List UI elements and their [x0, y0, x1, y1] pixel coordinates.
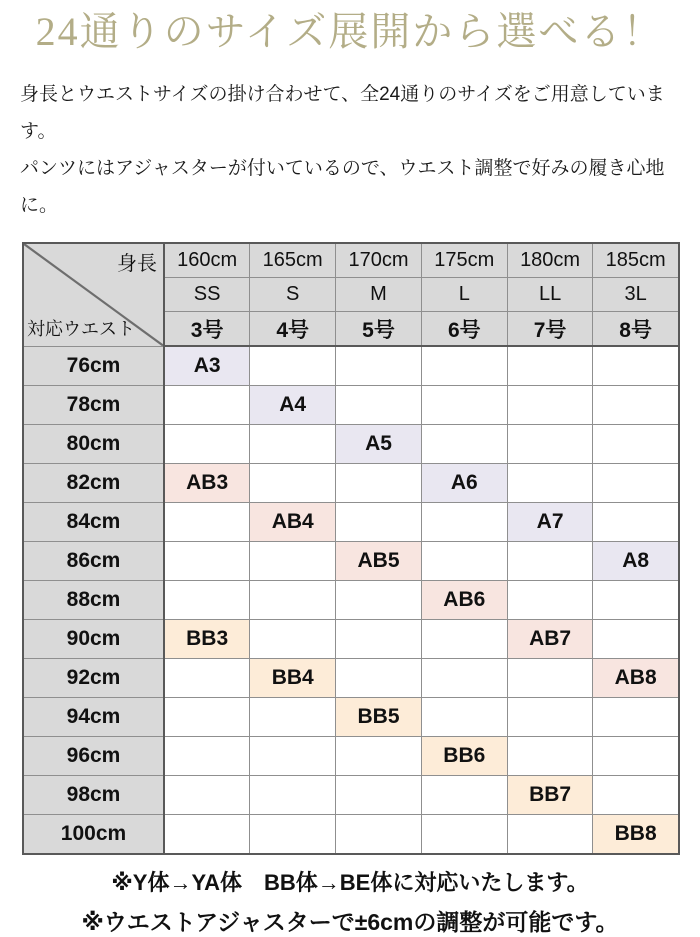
empty-cell [250, 776, 336, 815]
intro-line-1: 身長とウエストサイズの掛け合わせて、全24通りのサイズをご用意しています。 [20, 84, 665, 142]
empty-cell [507, 346, 593, 386]
waist-header: 84cm [23, 503, 164, 542]
empty-cell [164, 698, 250, 737]
size-letter-header: M [336, 278, 422, 312]
empty-cell [593, 386, 679, 425]
height-header: 180cm [507, 243, 593, 278]
size-row [23, 503, 679, 542]
waist-header: 76cm [23, 346, 164, 386]
gou-header: 8号 [593, 312, 679, 347]
size-cell: A6 [421, 464, 507, 503]
gou-header: 4号 [250, 312, 336, 347]
empty-cell [593, 698, 679, 737]
size-cell: A7 [507, 503, 593, 542]
empty-cell [164, 737, 250, 776]
size-cell: A5 [336, 425, 422, 464]
empty-cell [593, 620, 679, 659]
waist-header: 96cm [23, 737, 164, 776]
waist-header: 92cm [23, 659, 164, 698]
waist-header: 90cm [23, 620, 164, 659]
empty-cell [507, 698, 593, 737]
empty-cell [250, 815, 336, 855]
size-row [23, 581, 679, 620]
size-cell: AB4 [250, 503, 336, 542]
empty-cell [336, 737, 422, 776]
empty-cell [336, 659, 422, 698]
size-row [23, 698, 679, 737]
empty-cell [593, 346, 679, 386]
empty-cell [250, 425, 336, 464]
empty-cell [250, 581, 336, 620]
size-cell: AB7 [507, 620, 593, 659]
size-row [23, 425, 679, 464]
size-table-header [23, 243, 679, 346]
size-cell: BB5 [336, 698, 422, 737]
size-row [23, 815, 679, 855]
corner-height-label: 身長 [117, 253, 157, 275]
empty-cell [593, 464, 679, 503]
empty-cell [507, 464, 593, 503]
note-waist-adjuster: ※ウエストアジャスターで±6cmの調整が可能です。 [81, 909, 619, 935]
size-letter-header: S [250, 278, 336, 312]
size-table-body [23, 346, 679, 854]
corner-waist-label: 対応ウエスト [27, 318, 135, 339]
empty-cell [507, 542, 593, 581]
gou-header: 5号 [336, 312, 422, 347]
empty-cell [507, 425, 593, 464]
empty-cell [250, 464, 336, 503]
size-cell: BB6 [421, 737, 507, 776]
header-row-height [23, 243, 679, 278]
size-cell: BB4 [250, 659, 336, 698]
empty-cell [421, 815, 507, 855]
note-body-mapping: ※Y体→YA体 BB体→BE体に対応いたします。 [111, 870, 589, 895]
size-letter-header: L [421, 278, 507, 312]
size-letter-header: 3L [593, 278, 679, 312]
size-cell: A3 [164, 346, 250, 386]
size-table [22, 242, 680, 855]
waist-header: 86cm [23, 542, 164, 581]
empty-cell [421, 386, 507, 425]
size-row [23, 737, 679, 776]
empty-cell [507, 659, 593, 698]
size-cell: BB8 [593, 815, 679, 855]
waist-header: 78cm [23, 386, 164, 425]
empty-cell [336, 581, 422, 620]
waist-header: 88cm [23, 581, 164, 620]
size-cell: A8 [593, 542, 679, 581]
waist-header: 82cm [23, 464, 164, 503]
size-row [23, 464, 679, 503]
empty-cell [507, 386, 593, 425]
size-cell: AB6 [421, 581, 507, 620]
size-letter-header: LL [507, 278, 593, 312]
empty-cell [164, 503, 250, 542]
empty-cell [336, 776, 422, 815]
empty-cell [421, 659, 507, 698]
empty-cell [336, 346, 422, 386]
intro-line-2: パンツにはアジャスターが付いているので、ウエスト調整で好みの履き心地に。 [20, 158, 665, 216]
empty-cell [336, 386, 422, 425]
empty-cell [593, 503, 679, 542]
size-row [23, 776, 679, 815]
empty-cell [250, 698, 336, 737]
size-row [23, 620, 679, 659]
size-cell: AB8 [593, 659, 679, 698]
empty-cell [593, 581, 679, 620]
waist-header: 80cm [23, 425, 164, 464]
height-header: 170cm [336, 243, 422, 278]
empty-cell [164, 776, 250, 815]
empty-cell [421, 698, 507, 737]
empty-cell [164, 815, 250, 855]
empty-cell [507, 581, 593, 620]
empty-cell [421, 620, 507, 659]
empty-cell [250, 737, 336, 776]
size-row [23, 659, 679, 698]
empty-cell [507, 737, 593, 776]
size-row [23, 386, 679, 425]
size-chart-page [0, 6, 700, 935]
waist-header: 98cm [23, 776, 164, 815]
gou-header: 3号 [164, 312, 250, 347]
size-cell: AB5 [336, 542, 422, 581]
empty-cell [421, 425, 507, 464]
height-header: 185cm [593, 243, 679, 278]
empty-cell [421, 542, 507, 581]
empty-cell [336, 620, 422, 659]
empty-cell [421, 346, 507, 386]
empty-cell [164, 659, 250, 698]
waist-header: 100cm [23, 815, 164, 855]
empty-cell [507, 815, 593, 855]
empty-cell [336, 503, 422, 542]
empty-cell [336, 815, 422, 855]
empty-cell [164, 542, 250, 581]
empty-cell [421, 776, 507, 815]
empty-cell [336, 464, 422, 503]
size-row [23, 542, 679, 581]
size-letter-header: SS [164, 278, 250, 312]
size-cell: BB3 [164, 620, 250, 659]
empty-cell [164, 425, 250, 464]
height-header: 160cm [164, 243, 250, 278]
empty-cell [250, 620, 336, 659]
empty-cell [593, 776, 679, 815]
height-header: 175cm [421, 243, 507, 278]
waist-header: 94cm [23, 698, 164, 737]
empty-cell [250, 542, 336, 581]
empty-cell [593, 737, 679, 776]
empty-cell [164, 386, 250, 425]
empty-cell [250, 346, 336, 386]
page-title: 24通りのサイズ展開から選べる！ [35, 9, 665, 54]
size-cell: AB3 [164, 464, 250, 503]
empty-cell [421, 503, 507, 542]
size-cell: A4 [250, 386, 336, 425]
intro-text [20, 76, 700, 224]
height-header: 165cm [250, 243, 336, 278]
corner-cell [23, 243, 164, 346]
empty-cell [593, 425, 679, 464]
size-cell: BB7 [507, 776, 593, 815]
size-row [23, 346, 679, 386]
gou-header: 7号 [507, 312, 593, 347]
empty-cell [164, 581, 250, 620]
gou-header: 6号 [421, 312, 507, 347]
